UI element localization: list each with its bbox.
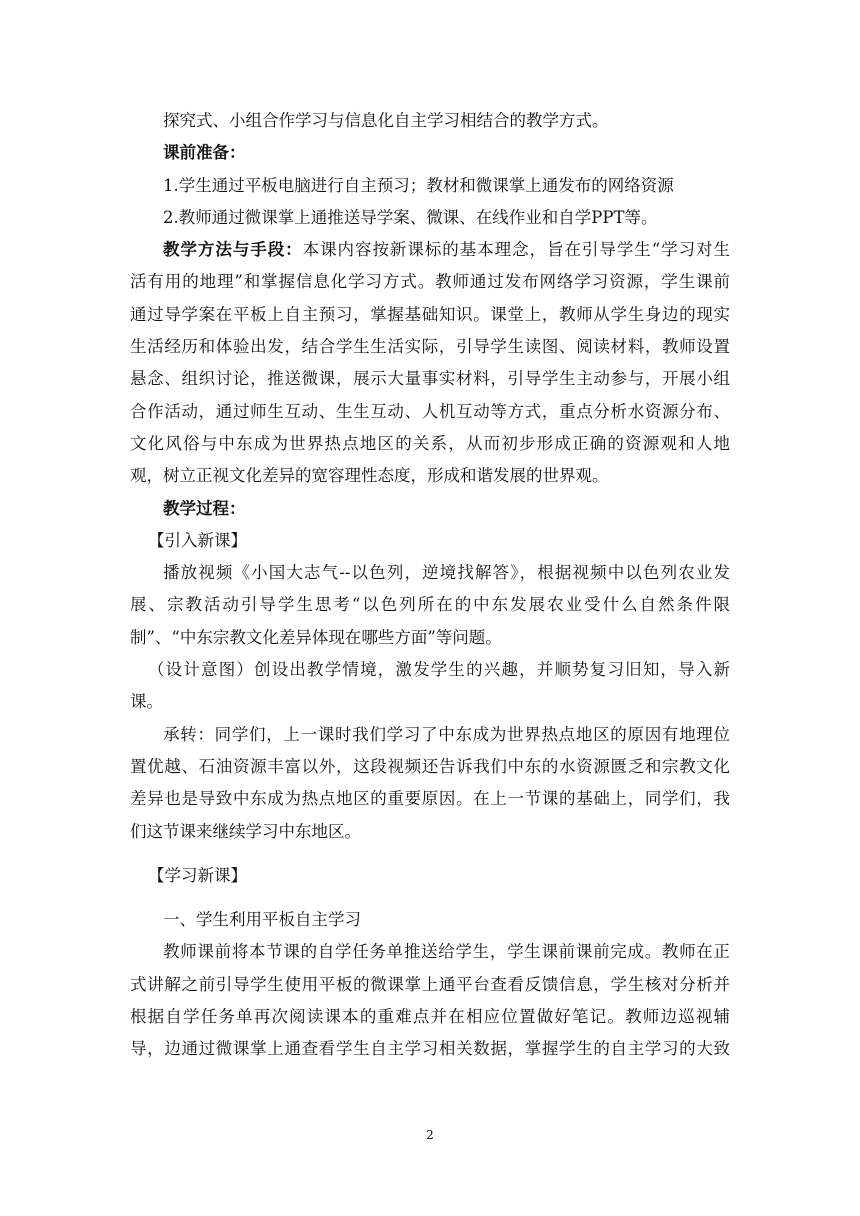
text-line: 制”、“中东宗教文化差异体现在哪些方面”等问题。 xyxy=(130,627,502,647)
page-number: 2 xyxy=(426,1128,434,1142)
section-heading-process: 教学过程： xyxy=(163,498,246,518)
text-line: 课。 xyxy=(130,692,163,712)
subsection-heading: 一、学生利用平板自主学习 xyxy=(163,910,361,930)
text-line: 式讲解之前引导学生使用平板的微课掌上通平台查看反馈信息，学生核对分析并 xyxy=(130,974,730,994)
text-line: 探究式、小组合作学习与信息化自主学习相结合的教学方式。 xyxy=(163,111,609,130)
text-line: 通过导学案在平板上自主预习，掌握基础知识。课堂上，教师从学生身边的现实 xyxy=(130,304,730,324)
text-run: 本课内容按新课标的基本理念，旨在引导学生“学习对生 xyxy=(302,240,730,260)
text-line: 差异也是导致中东成为热点地区的重要原因。在上一节课的基础上，同学们，我 xyxy=(130,789,730,809)
text-line: 根据自学任务单再次阅读课本的重难点并在相应位置做好笔记。教师边巡视辅 xyxy=(130,1007,730,1027)
section-heading-preparation: 课前准备： xyxy=(163,143,246,163)
text-line: 悬念、组织讨论，推送微课，展示大量事实材料，引导学生主动参与，开展小组 xyxy=(130,369,730,389)
subsection-heading: 【学习新课】 xyxy=(148,865,247,885)
list-item: 1.学生通过平板电脑进行自主预习；教材和微课掌上通发布的网络资源 xyxy=(163,175,674,195)
text-line: 文化风俗与中东成为世界热点地区的关系，从而初步形成正确的资源观和人地 xyxy=(130,433,730,453)
text-line: 承转：同学们，上一课时我们学习了中东成为世界热点地区的原因有地理位 xyxy=(163,724,730,744)
text-line: 展、宗教活动引导学生思考“以色列所在的中东发展农业受什么自然条件限 xyxy=(130,595,730,615)
text-line: 教师课前将本节课的自学任务单推送给学生，学生课前课前完成。教师在正 xyxy=(163,942,730,962)
text-line: 观，树立正视文化差异的宽容理性态度，形成和谐发展的世界观。 xyxy=(130,466,609,486)
text-line: 合作活动，通过师生互动、生生互动、人机互动等方式，重点分析水资源分布、 xyxy=(130,401,730,421)
text-line: 播放视频《小国大志气--以色列，逆境找解答》，根据视频中以色列农业发 xyxy=(163,563,730,583)
spacer xyxy=(130,848,730,860)
section-heading-methods: 教学方法与手段： xyxy=(163,240,303,260)
text-line: 导，边通过微课掌上通查看学生自主学习相关数据，掌握学生的自主学习的大致 xyxy=(130,1039,730,1059)
text-line xyxy=(130,234,730,266)
text-line: 们这节课来继续学习中东地区。 xyxy=(130,821,361,841)
document-body xyxy=(130,105,730,1066)
text-line: 生活经历和体验出发，结合学生生活实际，引导学生读图、阅读材料，教师设置 xyxy=(130,337,730,357)
text-line: 置优越、石油资源丰富以外，这段视频还告诉我们中东的水资源匮乏和宗教文化 xyxy=(130,756,730,776)
spacer xyxy=(130,892,730,904)
list-item: 2.教师通过微课掌上通推送导学案、微课、在线作业和自学PPT等。 xyxy=(163,207,658,227)
text-line: （设计意图）创设出教学情境，激发学生的兴趣，并顺势复习旧知，导入新 xyxy=(148,660,730,680)
subsection-heading: 【引入新课】 xyxy=(148,530,247,550)
text-line: 活有用的地理”和掌握信息化学习方式。教师通过发布网络学习资源，学生课前 xyxy=(130,272,730,292)
